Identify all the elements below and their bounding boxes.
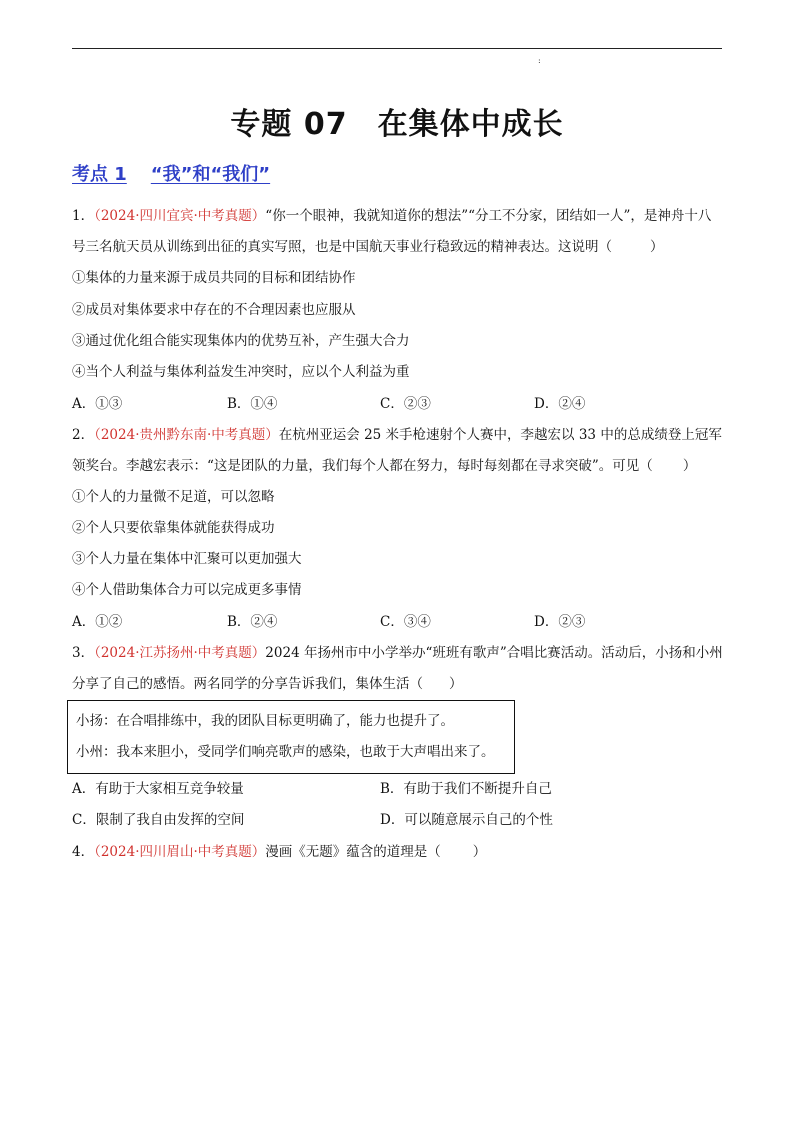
option-a[interactable]: A．①② (72, 614, 123, 630)
question-stem: “你一个眼神，我就知道你的想法”“分工不分家，团结如一人”，是神舟十八 (265, 208, 712, 224)
question-1-line-1 (72, 206, 724, 226)
statement-item: ④当个人利益与集体利益发生冲突时，应以个人利益为重 (72, 364, 410, 380)
option-c[interactable]: C．②③ (380, 396, 431, 412)
question-3-line-1 (72, 643, 724, 663)
question-number: 4． (72, 844, 95, 860)
section-heading (72, 163, 270, 187)
statement-item: ②成员对集体要求中存在的不合理因素也应服从 (72, 302, 356, 318)
answer-paren-close: ） (472, 844, 487, 860)
quote-line: 小州：我本来胆小，受同学们响亮歌声的感染，也敢于大声唱出来了。 (76, 744, 495, 760)
option-d[interactable]: D．可以随意展示自己的个性 (380, 812, 553, 828)
statement-item: ①个人的力量微不足道，可以忽略 (72, 489, 275, 505)
option-d[interactable]: D．②③ (534, 614, 586, 630)
section-number: 考点 1 (72, 164, 127, 185)
option-d[interactable]: D．②④ (534, 396, 586, 412)
option-c[interactable]: C．③④ (380, 614, 431, 630)
section-text: “我”和“我们” (150, 164, 271, 185)
question-2-line-2 (72, 456, 724, 476)
header-mark: : (538, 56, 541, 65)
page-title (0, 103, 794, 147)
statement-item: ③个人力量在集体中汇聚可以更加强大 (72, 551, 302, 567)
answer-paren-close: ） (449, 676, 463, 692)
option-b[interactable]: B．①④ (227, 396, 278, 412)
statement-item: ②个人只要依靠集体就能获得成功 (72, 520, 275, 536)
question-source: （2024·四川眉山·中考真题） (94, 844, 266, 860)
quote-box (67, 700, 515, 774)
question-stem: 分享了自己的感悟。两名同学的分享告诉我们，集体生活（ (72, 676, 423, 692)
statement-item: ①集体的力量来源于成员共同的目标和团结协作 (72, 270, 356, 286)
option-a[interactable]: A．有助于大家相互竞争较量 (72, 781, 244, 797)
question-source: （2024·贵州黔东南·中考真题） (94, 427, 279, 443)
option-c[interactable]: C．限制了我自由发挥的空间 (72, 812, 245, 828)
question-2-line-1 (72, 425, 724, 445)
statement-item: ④个人借助集体合力可以完成更多事情 (72, 582, 302, 598)
question-stem: 在杭州亚运会 25 米手枪速射个人赛中，李越宏以 33 中的总成绩登上冠军 (278, 427, 722, 443)
option-b[interactable]: B．有助于我们不断提升自己 (380, 781, 552, 797)
question-number: 3． (72, 645, 95, 661)
question-stem: 领奖台。李越宏表示：“这是团队的力量，我们每个人都在努力，每时每刻都在寻求突破”。可见（ (72, 458, 653, 474)
question-stem: 号三名航天员从训练到出征的真实写照，也是中国航天事业行稳致远的精神表达。这说明（ (72, 239, 612, 255)
question-4-line-1 (72, 842, 724, 862)
answer-paren-close: ） (682, 458, 697, 474)
title-number: 专题 07 (230, 107, 348, 142)
question-number: 1． (72, 208, 95, 224)
question-number: 2． (72, 427, 95, 443)
question-stem: 漫画《无题》蕴含的道理是（ (265, 844, 441, 860)
answer-paren-close: ） (650, 239, 664, 255)
statement-item: ③通过优化组合能实现集体内的优势互补，产生强大合力 (72, 333, 410, 349)
question-1-line-2 (72, 237, 724, 257)
option-a[interactable]: A．①③ (72, 396, 123, 412)
question-source: （2024·江苏扬州·中考真题） (94, 645, 266, 661)
question-stem: 2024 年扬州市中小学举办“班班有歌声”合唱比赛活动。活动后，小扬和小州 (265, 645, 723, 661)
quote-line: 小扬：在合唱排练中，我的团队目标更明确了，能力也提升了。 (76, 713, 454, 729)
option-b[interactable]: B．②④ (227, 614, 278, 630)
header-rule (72, 48, 722, 49)
question-3-line-2 (72, 674, 724, 694)
question-source: （2024·四川宜宾·中考真题） (94, 208, 266, 224)
title-text: 在集体中成长 (377, 107, 564, 142)
